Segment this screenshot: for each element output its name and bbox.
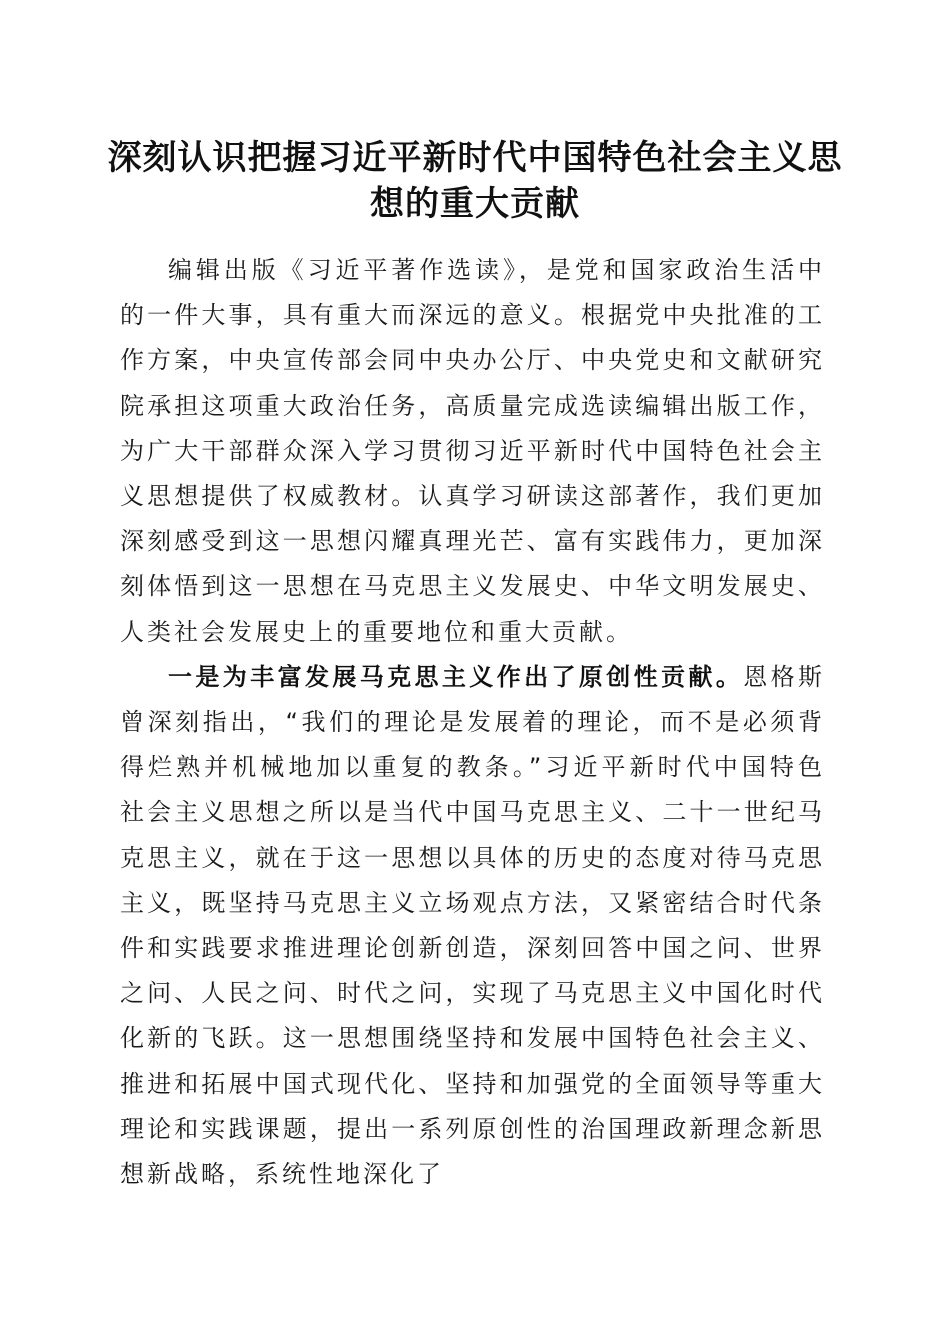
document-title: 深刻认识把握习近平新时代中国特色社会主义思想的重大贡献: [107, 138, 843, 224]
paragraph-point-one: [120, 655, 825, 1197]
paragraph-text: 恩格斯曾深刻指出，“我们的理论是发展着的理论，而不是必须背得烂熟并机械地加以重复的教条。”习近平新时代中国特色社会主义思想之所以是当代中国马克思主义、二十一世纪马克思主义，就在于这一思想以具体的历史的态度对待马克思主义，既坚持马克思主义立场观点方法，又紧密结合时代条件和实践要求推进理论创新创造，深刻回答中国之问、世界之问、人民之问、时代之问，实现了马克思主义中国化时代化新的飞跃。这一思想围绕坚持和发展中国特色社会主义、推进和拓展中国式现代化、坚持和加强党的全面领导等重大理论和实践课题，提出一系列原创性的治国理政新理念新思想新战略，系统性地深化了: [120, 662, 826, 1189]
document-body: [120, 248, 825, 1197]
paragraph-intro: [120, 248, 825, 655]
paragraph-lead-heading: 一是为丰富发展马克思主义作出了原创性贡献。: [168, 662, 744, 691]
paragraph-text: 编辑出版《习近平著作选读》，是党和国家政治生活中的一件大事，具有重大而深远的意义。根据党中央批准的工作方案，中央宣传部会同中央办公厅、中央党史和文献研究院承担这项重大政治任务，高质量完成选读编辑出版工作，为广大干部群众深入学习贯彻习近平新时代中国特色社会主义思想提供了权威教材。认真学习研读这部著作，我们更加深刻感受到这一思想闪耀真理光芒、富有实践伟力，更加深刻体悟到这一思想在马克思主义发展史、中华文明发展史、人类社会发展史上的重要地位和重大贡献。: [120, 256, 825, 646]
